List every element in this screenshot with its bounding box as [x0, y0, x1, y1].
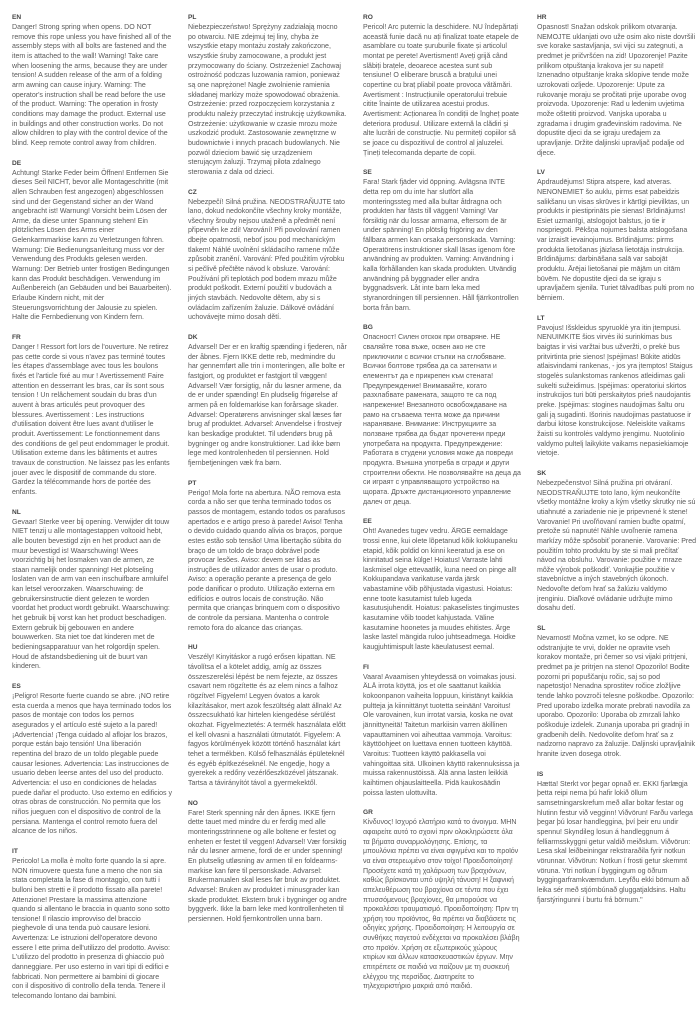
warning-text: Perigo! Mola forte na abertura. NÃO remova esta corda a não ser que tenha terminado todos os passos de montagem, estando todos os parafusos apertados e e artigo preso à parede! Aviso! Tenha o devido cuidado quando alivia os braços, porque estes estão sob tensão! Uma libertação súbita do braço de um toldo de braço dobrável pode provocar lesões. Aviso: devem ser lidas as instruções de utilizador antes de usar o produto. Aviso: a operação perante a presença de gelo pode danificar o produto. Utilização externa em edifícios e outros locais de construção. Não permita que crianças brinquem com o dispositivo de controle da persiana. Mantenha o controle remoto fora do alcance das crianças.: [188, 489, 345, 632]
language-code: NO: [188, 799, 198, 807]
language-code: LT: [537, 314, 545, 322]
language-code: EN: [12, 14, 22, 21]
warning-section-sl: [537, 624, 696, 760]
warning-text: Nebezpečí! Silná pružina. NEODSTRAŇUJTE tato lano, dokud nedokončíte všechny kroky montáže, všechny šrouby nejsou utaženě a předmět není připevněn ke zdi! Varování! Při povolování ramen dbejte opatrnosti, neboť jsou pod mechanickým tlakem! Náhlé uvolnění skládacího ramene může způsobit zranění. Varování: Před použitím výrobku si pečlivě přečtěte návod k obsluze. Varování: Používání při teplotách pod bodem mrazu může produkt poškodit. Externí použití v budovách a jiných stavbách. Nedovolte dětem, aby si s ovládacím zařízením žaluzie. Dálkové ovládání uchovávejte mimo dosah dětí.: [188, 198, 345, 322]
language-code: BG: [363, 324, 373, 332]
warning-text: Advarsel! Der er en kraftig spænding i fjederen, når der åbnes. Fjern IKKE dette reb, medmindre du har gennemført alle trin i monteringen, alle bolte er fastgjort, og produktet er fastgjort til væggen! Advarsel! Vær forsigtig, når du løsner armene, da de er under spænding! En pludselig frigørelse af armen på en foldemarkise kan forårsage skader. Advarsel: Operatørens anvisninger skal læses før brug af produktet. Advarsel: Anvendelse i frostvejr kan beskadige produktet. Til udendørs brug på bygninger og andre konstruktioner. Lad ikke børn lege med kontrolenheden til persiennen. Hold fjernbetjeningen væk fra børn.: [188, 344, 347, 467]
language-code: SK: [537, 469, 547, 477]
warning-text: Fara! Stark fjäder vid öppning. Avlägsna INTE detta rep om du inte har slutfört alla monteringssteg med alla bultar åtdragna och produkten har fästs till väggen! Varning! Var försiktig när du lossar armarna, eftersom de är under spänning! En plötslig frigöring av den fällbara armen kan orsaka personskada. Varning: Operatörens instruktioner skall läsas igenom före användning av produkten. Varning: Användning i kalla förhållanden kan skada produkten. Utvändig användning på byggnader eller andra byggnadsverk. Låt inte barn leka med styranordningen till persiennen. Håll fjärrkontrollen borta från barn.: [363, 179, 519, 312]
warning-text: Achtung! Starke Feder beim Öffnen! Entfernen Sie dieses Seil NICHT, bevor alle Montageschritte (mit allen Schrauben fest angezogen) abgeschlossen sind und der Gegenstand sicher an der Wand angebracht ist! Warnung! Vorsicht beim Lösen der Arme, da diese unter Spannung stehen! Ein plötzliches Lösen des Arms einer Gelenkarmmarkise kann zu Verletzungen führen. Warnung: Die Bedienungsanleitung muss vor der Verwendung des Produkts gelesen werden. Warnung: Der Betrieb unter frostigen Bedingungen kann das Produkt beschädigen. Verwendung im Außenbereich (an Gebäuden und bei Bauarbeiten). Erlaube Kindern nicht, mit der Steuerungsvorrichtung der Jalousie zu spielen. Halte die Fernbedienung von Kindern fern.: [12, 169, 172, 322]
warning-section-fr: [12, 333, 172, 498]
language-code: RO: [363, 14, 373, 21]
warning-section-gr: [363, 808, 521, 992]
warning-section-is: [537, 770, 696, 906]
language-code: DE: [12, 159, 22, 167]
warning-text: Opasnost! Snažan odskok prilikom otvaranja. NEMOJTE uklanjati ovo uže osim ako niste dovršili sve korake sastavljanja, svi vijci su zategnuti, a predmet je pričvršćen na zid! Upozorenje! Pazite prilikom otpuštanja krakova jer su napeti! Iznenadno otpuštanje kraka sklopive tende može uzrokovati ozljede. Upozorenje: Upute za rukovanje moraju se pročitati prije uporabe ovog proizvoda. Upozorenje: Rad u ledenim uvjetima može oštetiti proizvod. Vanjska uporaba u zgradama i drugim građevinskim radovima. Ne dopustite djeci da se igraju uređajem za upravljanje. Držite daljinski upravljač podalje od djece.: [537, 24, 696, 157]
column-4: [525, 13, 700, 1012]
warning-text: Опасност! Силен отскок при отваряне. НЕ сваляйте това въже, освен ако не сте приключили с всички стъпки на сглобяване. Всички болтове трябва да са затегнати и елементът да е прикрепен към стената! Предупреждение! Внимавайте, когато разхлабвате рамената, защото те са под напрежение! Внезапното освобождаване на рамо на сгъваема тента може да причини нараняване. Внимание: Инструкциите за ползване трябва да бъдат прочетени преди употребата на продукта. Предупреждение: Работата в студени условия може да повреди продукта. Външна употреба в сгради и други строителни обекти. Не позволявайте на деца да си играят с управляващото устройство на щората. Дръжте дистанционното управление далеч от деца.: [363, 334, 521, 506]
warning-section-se: [363, 168, 521, 313]
language-code: FI: [363, 663, 369, 671]
language-code: IS: [537, 770, 544, 778]
warning-section-fi: [363, 663, 521, 799]
warning-text: Niebezpieczeństwo! Sprężyny zadziałają mocno po otwarciu. NIE zdejmuj tej liny, chyba że wszystkie etapy montażu zostały zakończone, wszystkie śruby zamocowane, a produkt jest przymocowany do ściany. Ostrzeżenie! Zachowaj ostrożność podczas luzowania ramion, ponieważ są one naprężone! Nagłe zwolnienie ramienia składanej markizy może spowodować obrażenia. Ostrzeżenie: przed rozpoczęciem korzystania z produktu należy przeczytać instrukcję użytkownika. Ostrzeżenie: użytkowanie w czasie mrozu może uszkodzić produkt. Zastosowanie zewnętrzne w budownictwie i innych pracach budowlanych. Nie pozwól dzieciom bawić się urządzeniem sterującym żaluzji. Trzymaj pilota zdalnego sterowania z dala od dzieci.: [188, 24, 347, 176]
warning-section-ro: [363, 13, 521, 158]
warning-text: Κίνδυνος! Ισχυρό ελατήριο κατά το άνοιγμα. ΜΗΝ αφαιρείτε αυτό το σχοινί πριν ολοκληρώσετε όλα τα βήματα συναρμολόγησης. Επίσης, τα μπουλόνια πρέπει να είναι σφιγμένα και το προϊόν να είναι στερεωμένο στον τοίχο! Προειδοποίηση! Προσέχετε κατά τη χαλάρωση των βραχιόνων, καθώς βρίσκονται υπό υψηλή τάνυση! Η ξαφνική απελευθέρωση του βραχίονα σε τέντα που έχει πτυσσόμενους βραχίονες, θα μπορούσε να προκαλέσει τραυματισμό. Προειδοποίηση: Πριν τη χρήση του προϊόντος, θα πρέπει να διαβάσετε τις οδηγίες χρήσης. Προειδοποίηση: Η λειτουργία σε συνθήκες παγετού ενδέχεται να προκαλέσει βλάβη στο προϊόν. Χρήση σε εξωτερικούς χώρους κτιρίων και άλλων κατασκευαστικών έργων. Μην επιτρέπετε σε παιδιά να παίζουν με τη συσκευή ελέγχου της περσίδας. Διατηρείτε το τηλεχειριστήριο μακριά από παιδιά.: [363, 819, 520, 991]
column-1: [0, 13, 176, 1012]
warning-text: Oht! Avanedes tugev vedru. ÄRGE eemaldage trossi enne, kui olete lõpetanud kõik kokkupaneku etapid, kõik poldid on kinni keeratud ja ese on kinnitatud seina külge! Hoiatus! Varraste lahti laskmisel olge ettevaatlik, kuna need on pinge all! Kokkupandava varikatuse varda järsk vabastamine võib põhjustada vigastusi. Hoiatus: enne toote kasutamist tuleb lugeda kasutusjuhendit. Hoiatus: pakaselistes tingimustes kasutamine võib toodet kahjustada. Väline kasutamine hoonetes ja muudes ehitistes. Ärge laske lastel mängida ruloo juhtseadmega. Hoidke kaugjuhtimispult laste käeulatusest eemal.: [363, 528, 520, 652]
warning-section-lv: [537, 168, 696, 304]
warning-section-hu: [188, 643, 347, 788]
warning-text: Pavojus! Išskleidus spyruoklė yra itin įtempusi. NENUIMKITE šios virvės iki surinkimas bus baigtas ir visi varžtai bus užveržti, o prekė bus pritvirtinta prie sienos! Įspėjimas! Būkite atidūs atlaisvindami rankenas, - jos yra įtemptos! Staigus stogelės sulankstomas rankenos atleidimas gali sukelti sužeidimus. Įspėjimas: operatoriui skirtos instrukcijos turi būti perskaitytos prieš naudojantis preke. Įspėjimas: stogines naudojimas šaltu oru gali ją sugadinti. Išorinis naudojimas pastatuose ir darbui kitose konstrukcijose. Neleiskite vaikams žaisti su kontrolės valdymo įrengimu. Nuotolinio valdymo pultelį laikykite vaikams nepasiekiamoje vietoje.: [537, 324, 693, 458]
warning-section-pt: [188, 479, 347, 634]
warning-text: ¡Peligro! Resorte fuerte cuando se abre. ¡NO retire esta cuerda a menos que haya terminado todos los pasos de montaje con todos los pernos asegurados y el artículo esté sujeto a la pared! ¡Advertencia! ¡Tenga cuidado al aflojar los brazos, porque están bajo tensión! Una liberación repentina del brazo de un toldo plegable puede causar lesiones. Advertencia: Las instrucciones de usuario deben leerse antes del uso del producto. Advertencia: el uso en condiciones de heladas puede dañar el producto. Uso externo en edificios y otras obras de construcción. No permita que los niños jueguen con el dispositivo de control de la persiana. Mantenga el control remoto fuera del alcance de los niños.: [12, 693, 172, 836]
warning-text: Danger ! Ressort fort lors de l'ouverture. Ne retirez pas cette corde si vous n'avez pas terminé toutes les étapes d'assemblage avec tous les boulons fixés et l'article fixé au mur ! Avertissement! Faire attention en desserrant les bras, car ils sont sous tension ! Un relâchement soudain du bras d'un auvent à bras articulés peut provoquer des blessures. Avertissement : Les instructions d'utilisation doivent être lues avant d'utiliser le produit. Avertissement: Le fonctionnement dans des conditions de gel peut endommager le produit. Utilisation externe dans les bâtiments et autres travaux de construction. Ne laissez pas les enfants jouer avec le dispositif de commande du store. Gardez la télécommande hors de portée des enfants.: [12, 344, 170, 496]
warning-text: Gevaar! Sterke veer bij opening. Verwijder dit touw NIET tenzij u alle montagestappen voltooid hebt, alle bouten bevestigd zijn en het product aan de muur bevestigd is! Waarschuwing! Wees voorzichtig bij het losmaken van de armen, ze staan namelijk onder spanning! Het plotseling loslaten van de arm van een inschuifbare armluifel kan letsel veroorzaken. Waarschuwing: de gebruikersinstructie dient gelezen te worden voordat het product wordt gebruikt. Waarschuwing: het gebruik bij vorst kan het product beschadigen. Extern gebruik bij gebouwen en andere bouwwerken. Sta niet toe dat kinderen met de bedieningsapparatuur van het rolgordijn spelen. Houd de afstandsbediening uit de buurt van kinderen.: [12, 518, 170, 671]
warning-section-lt: [537, 314, 696, 459]
warning-text: Pericol! Arc puternic la deschidere. NU îndepărtați această funie dacă nu ați finalizat toate etapele de asamblare cu toate șuruburile fixate și articolul montat pe perete! Avertisment! Aveți grijă când slăbiți brațele, deoarece acestea sunt sub tensiune! O eliberare bruscă a brațului unei copertine cu braț pliabil poate provoca vătămări. Avertisment : Instrucțiunile operatorului trebuie citite înainte de utilizarea acestui produs. Avertisment: Acționarea în condiții de îngheț poate deteriora produsul. Utilizare externă la clădiri și alte lucrări de construcție. Nu permiteți copiilor să se joace cu dispozitivul de control al jaluzelei. Țineți telecomanda departe de copii.: [363, 24, 519, 157]
warning-text: Apdraudējums! Stipra atspere, kad atveras. NENONEMIET šo auklu, pirms esat pabeidzis salikšanu un visas skrūves ir kārtīgi pievilktas, un produkts ir piestiprināts pie sienas! Brīdinājums! Esiet uzmanīgi, atslogojot balstus, jo tie ir nospriegoti. Pēkšņa nojumes balsta atslogošana var izraisīt ievainojumus. Brīdinājums: pirms produkta lietošanas jāizlasa lietotāja instrukcija. Brīdinājums: darbināšana salā var sabojāt produktu. Ārējai lietošanai pie mājām un citām būvēm. Ne dopustite djeci da se igraju s upravljačem sjenila. Turiet tālvadības pulti prom no bērniem.: [537, 179, 695, 303]
language-code: SL: [537, 625, 546, 633]
warning-section-nl: [12, 508, 172, 673]
language-code: CZ: [188, 188, 197, 196]
language-code: PL: [188, 14, 197, 21]
warning-section-sk: [537, 469, 696, 614]
warning-section-hr: [537, 13, 696, 158]
column-3: [351, 13, 525, 1012]
language-code: PT: [188, 479, 197, 487]
warning-text: Veszély! Kinyitáskor a rugó erősen kipattan. NE távolítsa el a kötelet addig, amíg az összes összeszerelési lépést be nem fejezte, az összes csavart nem rögzítette és az elem nincs a falhoz rögzítve! Figyelem! Legyen óvatos a karok kilazításakor, mert azok feszültség alatt állnak! Az összecsukható kar hirtelen kiengedése sérülést okozhat. Figyelmeztetés: A termék használata előtt el kell olvasni a használati útmutatót. Figyelem: A fagyos körülmények között történő használat kárt tehet a termékben. Külső felhasználás épületeknél és egyéb építkezéseknél. Ne engedje, hogy a gyerekek a redőny vezérlőeszközével játszanak. Tartsa a távirányítót távol a gyermekektől.: [188, 654, 346, 787]
warning-section-ee: [363, 517, 521, 653]
warning-section-es: [12, 682, 172, 837]
warning-section-pl: [188, 13, 347, 178]
language-code: FR: [12, 334, 21, 342]
warning-section-bg: [363, 323, 521, 507]
language-code: HU: [188, 644, 198, 652]
warning-section-dk: [188, 333, 347, 469]
warning-text: Hætta! Sterkt vor þegar opnað er. EKKI fjarlægja þetta reipi nema þú hafir lokið öllum samsetningarskrefum með allar boltar festar og hlutinn festur við vegginn! Viðvörun! Farðu varlega þegar þú losar handleggina, því þeir eru undir spennu! Skyndileg losun á handleggnum á felliarmsskyggni getur valdið meiðslum. Viðvörun: Lesa skal leiðbeiningar rekstraraðila fyrir notkun vörunnar. Viðvörun: Notkun í frosti getur skemmt vöruna. Ytri notkun í byggingum og öðrum byggingarframkvæmdum. Leyfðu ekki börnum að leika sér með stjórnbúnað gluggatjaldsins. Haltu fjarstýringunni í burtu frá börnum.": [537, 780, 693, 904]
warning-text: Vaara! Avaamisen yhteydessä on voimakas jousi. ÄLÄ irrota köyttä, jos et ole saattanut kaikkia kokoonpanon vaiheita loppuun, kiristänyt kaikkia pultteja ja kiinnittänyt tuotetta seinään! Varoitus! Ole varovainen, kun irrotat varsia, koska ne ovat jännittyneitä! Taitetun markiisin varren äkillinen vapauttaminen voi aiheuttaa vammoja. Varoitus: käyttöohjeet on luettava ennen tuotteen käyttöä. Varoitus: Tuotteen käyttö pakkasella voi vahingoittaa sitä. Ulkoinen käyttö rakennuksissa ja muissa rakennustöissä. Älä anna lasten leikkiä kaihtimen ohjauslaitteella. Pidä kaukosäädin poissa lasten ulottuvilta.: [363, 673, 520, 797]
language-code: IT: [12, 847, 18, 855]
language-code: DK: [188, 334, 198, 342]
warning-text: Nevarnost! Močna vzmet, ko se odpre. NE odstranjujte te vrvi, dokler ne opravite vseh korakov montaže, pri čemer so vsi vijaki pritrjeni, predmet pa je pritrjen na steno! Opozorilo! Bodite pozorni pri popuščanju ročic, saj so pod napetostjo! Nenadna sprostitev ročice zložljive tende lahko povzroči telesne poškodbe. Opozorilo: Pred uporabo izdelka morate prebrati navodila za uporabo. Opozorilo: Uporaba ob zmrzali lahko poškoduje izdelek. Zunanja uporaba pri gradnji in gradbenih delih. Nedovolite deťom hrať sa z nadzorno napravo za žaluzije. Daljinski upravljalnik hranite izven dosega otrok.: [537, 635, 695, 758]
language-code: ES: [12, 683, 21, 691]
warning-section-de: [12, 159, 172, 324]
language-code: GR: [363, 809, 373, 817]
column-2: [176, 13, 351, 1012]
language-code: LV: [537, 169, 545, 177]
warning-section-cz: [188, 188, 347, 324]
warning-text: Danger! Strong spring when opens. DO NOT remove this rope unless you have finished all of the assembly steps with all bolts are fastened and the item is attached to the wall! Warning! Take care when loosening the arms, because they are under tension! A sudden release of the arm of a folding arm awning can cause injury. Warning: The operator's instruction shall be read before the use of the product. Warning: The operation in frosty conditions may damage the product. External use in buildings and other construction works. Do not allow children to play with the control device of the blind. Keep remote control away from children.: [12, 24, 172, 147]
warning-text: Fare! Sterk spenning når den åpnes. IKKE fjern dette tauet med mindre du er ferdig med alle monteringsstrinnene og alle boltene er festet og enheten er festet til veggen! Advarsel! Vær forsiktig når du løsner armene, fordi de er under spenning! En plutselig utløsning av armen til en foldearms-markise kan føre til personskade. Advarsel: Brukermanualen skal leses før bruk av produktet. Advarsel: Bruken av produktet i minusgrader kan skade produktet. Ekstern bruk i bygninger og andre byggverk. Ikke la barn leke med kontrollenheten til persiennen. Hold fjernkontrollen unna barn.: [188, 809, 347, 923]
language-code: SE: [363, 169, 372, 177]
warning-section-no: [188, 799, 347, 925]
language-code: EE: [363, 518, 372, 526]
language-code: HR: [537, 14, 547, 21]
warning-text: Pericolo! La molla è molto forte quando la si apre. NON rimuovere questa fune a meno che non sia stata completata la fase di montaggio, con tutti i bulloni ben stretti e il prodotto fissato alla parete! Attenzione! Prestare la massima attenzione quando si allentano le braccia in quanto sono sotto tensione! Il rilascio improvviso del braccio pieghevole di una tenda può causare lesioni. Avvertenza: Le istruzioni dell'operatore devono essere l ette prima dell'utilizzo del prodotto. Avviso: L'utilizzo del prodotto in presenza di ghiaccio può danneggiare. Per uso esterno in vari tipi di edifici e fabbricati. Non permettere ai bambini di giocare con il dispositivo di controllo della tenda. Tenere il telecomando lontano dai bambini.: [12, 857, 170, 1001]
warning-text: Nebezpečenstvo! Silná pružina pri otváraní. NEODSTRAŇUJTE toto lano, kým neukončíte všetky montážne kroky a kým všetky skrutky nie sú utiahnuté a zariadenie nie je pripevnené k stene! Varovanie! Pri uvoľňovaní ramien buďte opatrní, pretože sú napnuté! Náhle uvoľnenie ramena markízy môže spôsobiť poranenie. Varovanie: Pred použitím tohto produktu by ste si mali prečítať návod na obsluhu. Varovanie: použitie v mraze môže výrobok poškodiť. Vonkajšie použitie v stavebníctve a iných stavebných úkonoch. Nedovoľte deťom hrať sa žalúziu valdymo įrenginiu. Diaľkové ovládanie udržujte mimo dosahu detí.: [537, 479, 697, 613]
warning-section-it: [12, 847, 172, 1002]
language-code: NL: [12, 508, 21, 516]
warning-section-en: [12, 13, 172, 149]
